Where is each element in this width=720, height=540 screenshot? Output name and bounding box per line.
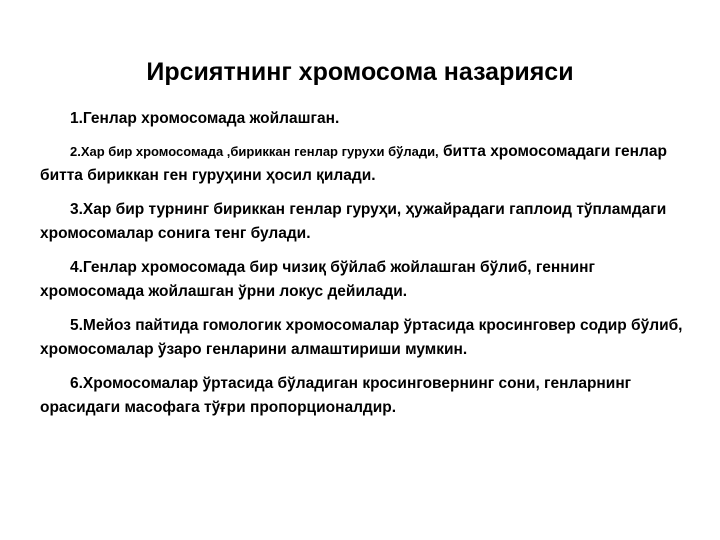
slide-body — [40, 107, 690, 430]
point-4: 4.Генлар хромосомада бир чизиқ бўйлаб жойлашган бўлиб, геннинг хромосомада жойлашган ўрни локус дейилади. — [40, 259, 595, 300]
point-5: 5.Мейоз пайтида гомологик хромосомалар ўртасида кросинговер содир бўлиб, хромосомалар ўзаро генларини алмаштириши мумкин. — [40, 317, 683, 358]
point-2-lead: 2.Хар бир хромосомада ,бириккан генлар гурухи бўлади, — [70, 144, 439, 159]
point-2 — [40, 140, 690, 188]
point-1: 1.Генлар хромосомада жойлашган. — [70, 110, 340, 127]
point-6: 6.Хромосомалар ўртасида бўладиган кросинговернинг сони, генларнинг орасидаги масофага тўғри пропорционалдир. — [40, 375, 632, 416]
slide-title: Ирсиятнинг хромосома назарияси — [146, 58, 574, 86]
point-2-text: битта хромосомадаги генлар битта бириккан ген гуруҳини ҳосил қилади. — [40, 143, 667, 184]
point-3: 3.Хар бир турнинг бириккан генлар гуруҳи, ҳужайрадаги гаплоид тўпламдаги хромосомалар сонига тенг булади. — [40, 201, 667, 242]
